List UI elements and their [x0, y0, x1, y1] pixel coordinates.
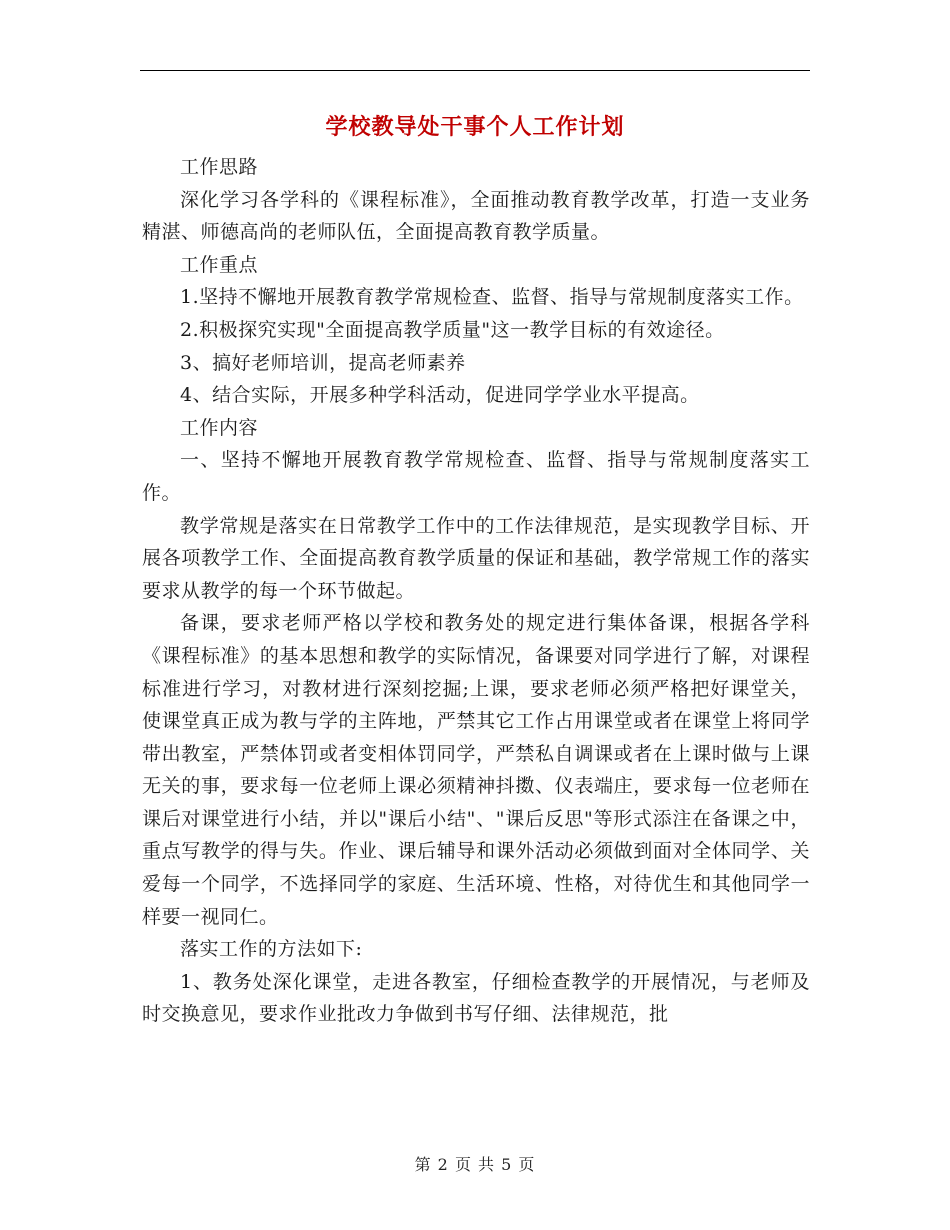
section-heading: 一、坚持不懈地开展教育教学常规检查、监督、指导与常规制度落实工作。: [142, 449, 810, 504]
heading-work-focus: 工作重点: [180, 253, 259, 276]
heading-work-approach: 工作思路: [180, 156, 259, 178]
document-title: 学校教导处干事个人工作计划: [325, 114, 625, 140]
page-number-footer: 第 2 页 共 5 页: [414, 1155, 536, 1174]
heading-work-content: 工作内容: [180, 416, 259, 439]
paragraph: 落实工作的方法如下:: [180, 938, 363, 961]
list-item: 1.坚持不懈地开展教育教学常规检查、监督、指导与常规制度落实工作。: [180, 286, 804, 309]
header-rule: [140, 70, 810, 71]
paragraph: 备课，要求老师严格以学校和教务处的规定进行集体备课，根据各学科《课程标准》的基本思想和教学的实际情况，备课要对同学进行了解，对课程标准进行学习，对教材进行深刻挖掘;上课，要求老师必须严格把好课堂关，使课堂真正成为教与学的主阵地，严禁其它工作占用课堂或者在课堂上将同学带出教室，严禁体罚或者变相体罚同学，严禁私自调课或者在上课时做与上课无关的事，要求每一位老师上课必须精神抖擞、仪表端庄，要求每一位老师在课后对课堂进行小结，并以"课后小结"、"课后反思"等形式添注在备课之中，重点写教学的得与失。作业、课后辅导和课外活动必须做到面对全体同学、关爱每一个同学，不选择同学的家庭、生活环境、性格，对待优生和其他同学一样要一视同仁。: [142, 612, 810, 928]
document-body: [142, 151, 810, 1031]
list-item: 3、搞好老师培训，提高老师素养: [180, 351, 466, 374]
list-item: 4、结合实际，开展多种学科活动，促进同学学业水平提高。: [180, 384, 700, 407]
paragraph: 教学常规是落实在日常教学工作中的工作法律规范，是实现教学目标、开展各项教学工作、全面提高教育教学质量的保证和基础，教学常规工作的落实要求从教学的每一个环节做起。: [142, 514, 810, 602]
paragraph: 深化学习各学科的《课程标准》，全面推动教育教学改革，打造一支业务精湛、师德高尚的老师队伍，全面提高教育教学质量。: [142, 188, 810, 244]
list-item: 2.积极探究实现"全面提高教学质量"这一教学目标的有效途径。: [180, 318, 725, 341]
paragraph: 1、教务处深化课堂，走进各教室，仔细检查教学的开展情况，与老师及时交换意见，要求作业批改力争做到书写仔细、法律规范，批: [142, 970, 810, 1026]
